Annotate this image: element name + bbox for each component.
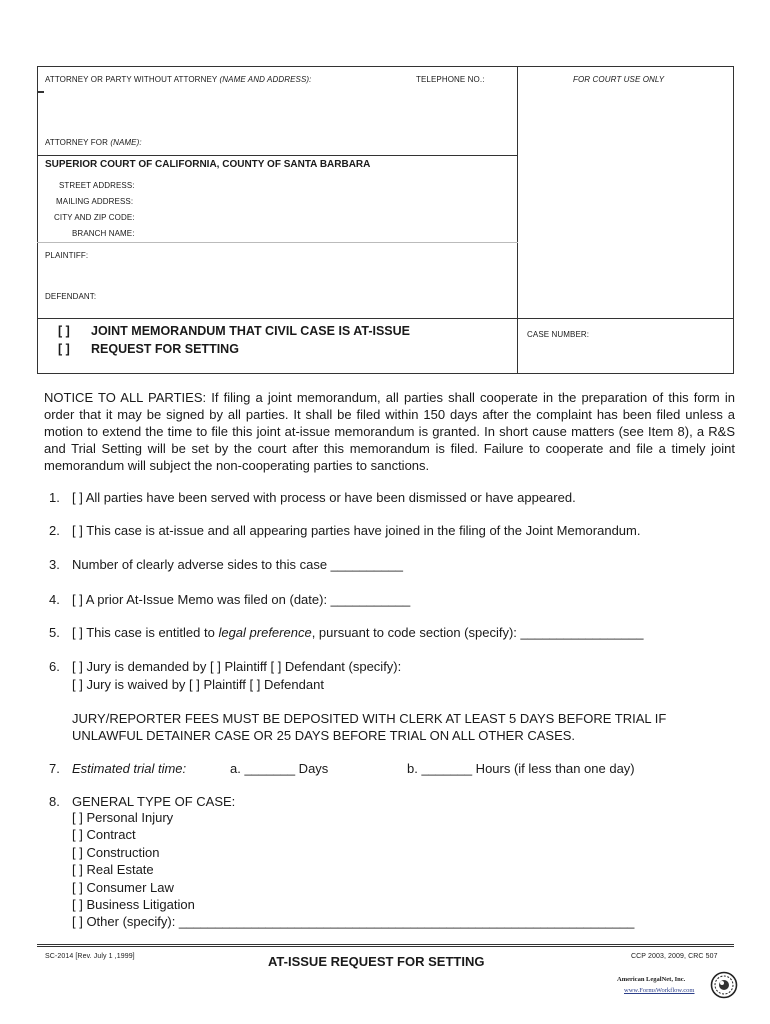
item-7-days-field[interactable]: a. _______ Days <box>230 761 329 776</box>
form-id: SC-2014 [Rev. July 1 ,1999] <box>45 953 135 960</box>
court-name: SUPERIOR COURT OF CALIFORNIA, COUNTY OF SANTA BARBARA <box>45 159 371 170</box>
defendant-label: DEFENDANT: <box>45 292 97 301</box>
item-8-number: 8. <box>49 794 60 809</box>
case-type-construction[interactable]: [ ] Construction <box>72 845 160 860</box>
item-5-text-a: [ ] This case is entitled to <box>72 625 219 640</box>
telephone-label: TELEPHONE NO.: <box>416 75 485 84</box>
logo-url[interactable]: www.FormsWorkflow.com <box>624 987 695 994</box>
branch-name-label: BRANCH NAME: <box>72 229 135 238</box>
case-type-contract[interactable]: [ ] Contract <box>72 827 136 842</box>
item-1-number: 1. <box>49 490 60 505</box>
item-5-number: 5. <box>49 625 60 640</box>
city-zip-label: CITY AND ZIP CODE: <box>54 213 135 222</box>
footer-rule <box>37 944 734 945</box>
item-4-number: 4. <box>49 592 60 607</box>
attorney-for-label: ATTORNEY FOR (NAME): <box>45 138 142 147</box>
item-4-text[interactable]: [ ] A prior At-Issue Memo was filed on (date): ___________ <box>72 592 411 607</box>
caption-divider-vertical <box>517 66 518 374</box>
item-6-number: 6. <box>49 659 60 674</box>
case-type-other[interactable]: [ ] Other (specify): _______________________________________________________________ <box>72 914 635 929</box>
item-2-text[interactable]: [ ] This case is at-issue and all appearing parties have joined in the filing of the Joint Memorandum. <box>72 523 641 538</box>
item-3-number: 3. <box>49 557 60 572</box>
jury-fees-notice: JURY/REPORTER FEES MUST BE DEPOSITED WITH CLERK AT LEAST 5 DAYS BEFORE TRIAL IF UNLAWFUL DETAINER CASE OR 25 DAYS BEFORE TRIAL ON ALL OTHER CASES. <box>72 711 667 743</box>
memo-title-line-2: REQUEST FOR SETTING <box>91 342 239 356</box>
memo-title-line-1: JOINT MEMORANDUM THAT CIVIL CASE IS AT-ISSUE <box>91 324 410 338</box>
memo-checkbox-2[interactable]: [ ] <box>58 342 70 356</box>
case-number-label: CASE NUMBER: <box>527 330 590 339</box>
american-legalnet-logo <box>614 968 738 1004</box>
mailing-address-label: MAILING ADDRESS: <box>56 197 134 206</box>
caption-divider-court <box>37 155 518 156</box>
footer-codes: CCP 2003, 2009, CRC 507 <box>631 953 718 960</box>
caption-divider-title <box>37 318 734 319</box>
item-2-number: 2. <box>49 523 60 538</box>
case-type-consumer-law[interactable]: [ ] Consumer Law <box>72 880 174 895</box>
court-use-label: FOR COURT USE ONLY <box>573 75 665 84</box>
item-7-number: 7. <box>49 761 60 776</box>
memo-checkbox-1[interactable]: [ ] <box>58 324 70 338</box>
attorney-mark <box>38 91 44 93</box>
item-7-label: Estimated trial time: <box>72 761 187 776</box>
item-6-jury-waived[interactable]: [ ] Jury is waived by [ ] Plaintiff [ ] Defendant <box>72 677 324 692</box>
item-5-text-c: , pursuant to code section (specify): _________________ <box>311 625 644 640</box>
item-3-text[interactable]: Number of clearly adverse sides to this case __________ <box>72 557 403 572</box>
item-1-text[interactable]: [ ] All parties have been served with process or have been dismissed or have appeared. <box>72 490 576 505</box>
item-8-label: GENERAL TYPE OF CASE: <box>72 794 236 809</box>
notice-paragraph: NOTICE TO ALL PARTIES: If filing a joint memorandum, all parties shall cooperate in the preparation of this form in order that it may be signed by all parties. It shall be filed within 150 days after the complaint has been filed unless a motion to extend the time to file this joint at-issue memorandum is granted. In short cause matters (see Item 8), a R&S and Trial Setting will be set by the court after this memorandum is filed. Failure to cooperate and file a timely joint memorandum will subject the non-cooperating parties to sanctions. <box>44 390 735 473</box>
footer-title: AT-ISSUE REQUEST FOR SETTING <box>268 954 485 969</box>
case-type-personal-injury[interactable]: [ ] Personal Injury <box>72 810 174 825</box>
attorney-label: ATTORNEY OR PARTY WITHOUT ATTORNEY (NAME AND ADDRESS): <box>45 75 312 84</box>
case-type-business-litigation[interactable]: [ ] Business Litigation <box>72 897 195 912</box>
item-6-jury-demanded[interactable]: [ ] Jury is demanded by [ ] Plaintiff [ ] Defendant (specify): <box>72 659 402 674</box>
caption-divider-parties <box>37 242 518 243</box>
item-7-hours-field[interactable]: b. _______ Hours (if less than one day) <box>407 761 635 776</box>
item-5-text[interactable] <box>72 625 643 640</box>
case-type-real-estate[interactable]: [ ] Real Estate <box>72 862 154 877</box>
logo-seal-icon <box>710 971 738 999</box>
logo-company-name: American LegalNet, Inc. <box>617 976 686 983</box>
plaintiff-label: PLAINTIFF: <box>45 251 89 260</box>
footer-rule-2 <box>37 946 734 947</box>
item-5-legal-preference: legal preference <box>218 625 312 640</box>
street-address-label: STREET ADDRESS: <box>59 181 135 190</box>
